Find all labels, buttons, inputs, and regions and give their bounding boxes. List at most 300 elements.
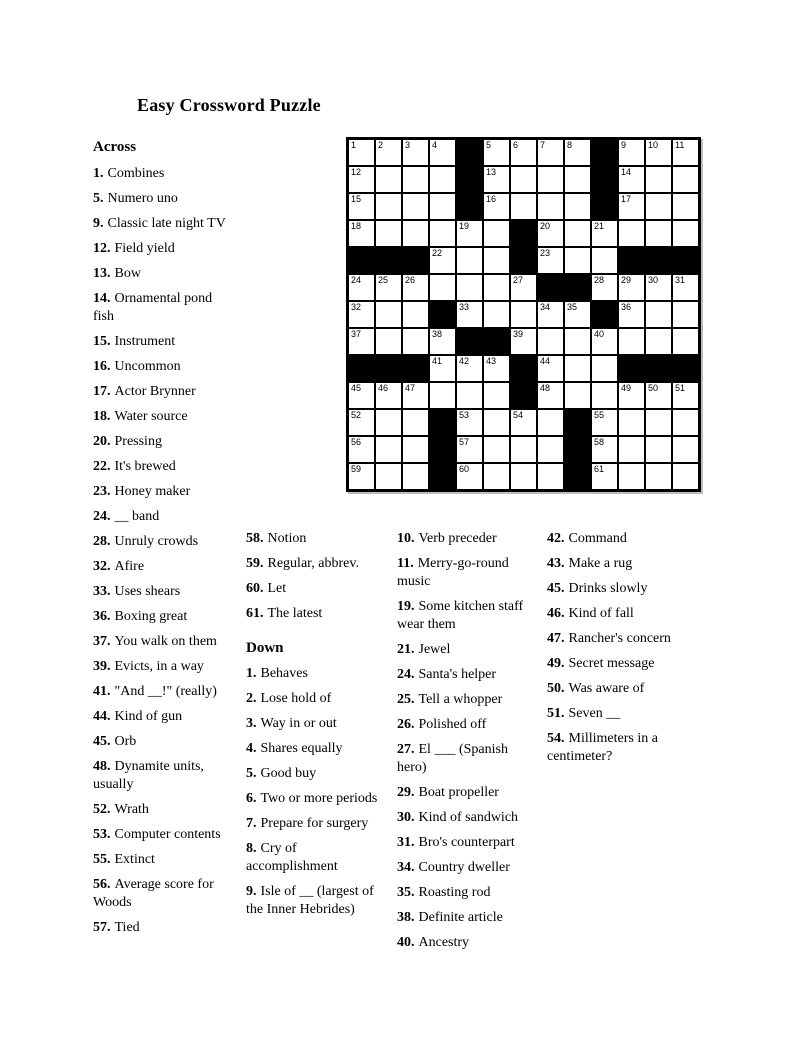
down-clue-item [397,784,539,802]
grid-cell[interactable] [564,139,591,166]
across-clue-item [93,683,235,701]
clue-text: Evicts, in a way [114,659,204,674]
down-clue-item [397,555,539,591]
grid-cell[interactable] [618,382,645,409]
grid-cell[interactable] [564,166,591,193]
across-clue-item [93,608,235,626]
clue-text: Some kitchen staff wear them [397,599,524,632]
grid-cell[interactable] [537,166,564,193]
down-clue-item [547,655,688,673]
clue-text: Classic late night TV [107,216,226,231]
grid-cell[interactable] [618,463,645,490]
clue-text: Isle of __ (largest of the Inner Hebrides) [246,884,374,917]
cell-number: 52 [351,410,362,420]
black-cell [429,436,456,463]
cell-number: 37 [351,329,362,339]
clue-number: 5. [246,766,257,781]
down-clue-item [246,840,383,876]
clue-number: 17. [93,384,111,399]
clue-number: 37. [93,634,111,649]
grid-cell[interactable] [564,247,591,274]
grid-cell[interactable] [429,247,456,274]
grid-cell[interactable] [645,409,672,436]
grid-cell[interactable] [402,139,429,166]
cell-number: 8 [567,140,573,150]
grid-cell[interactable] [564,328,591,355]
grid-cell[interactable] [402,274,429,301]
grid-cell[interactable] [483,436,510,463]
grid-cell[interactable] [402,382,429,409]
grid-cell[interactable] [645,301,672,328]
across-clue-item [246,555,383,573]
grid-cell[interactable] [483,382,510,409]
cell-number: 20 [540,221,551,231]
grid-cell[interactable] [537,220,564,247]
grid-cell[interactable] [645,382,672,409]
grid-cell[interactable] [402,301,429,328]
grid-cell[interactable] [618,220,645,247]
grid-cell[interactable] [456,409,483,436]
clue-number: 21. [397,642,415,657]
clue-text: Seven __ [568,706,621,721]
grid-cell[interactable] [483,193,510,220]
grid-cell[interactable] [456,355,483,382]
across-clue-item [93,583,235,601]
cell-number: 22 [432,248,443,258]
across-clue-item [93,558,235,576]
grid-cell[interactable] [348,463,375,490]
grid-cell[interactable] [483,301,510,328]
clue-text: El ___ (Spanish hero) [397,742,508,775]
grid-cell[interactable] [645,139,672,166]
crossword-grid [346,137,701,492]
grid-cell[interactable] [645,436,672,463]
down-clue-item [246,883,383,919]
across-clue-item [93,408,235,426]
cell-number: 59 [351,464,362,474]
clue-text: Wrath [114,802,149,817]
black-cell [537,274,564,301]
clues-column-3 [397,530,539,959]
cell-number: 31 [675,275,686,285]
grid-cell[interactable] [348,436,375,463]
grid-cell[interactable] [348,220,375,247]
grid-cell[interactable] [375,274,402,301]
grid-cell[interactable] [618,139,645,166]
grid-cell[interactable] [402,220,429,247]
grid-cell[interactable] [456,274,483,301]
grid-cell[interactable] [375,409,402,436]
clue-text: Kind of fall [568,606,634,621]
clue-number: 40. [397,935,415,950]
grid-cell[interactable] [618,409,645,436]
clue-text: Let [267,581,287,596]
grid-cell[interactable] [618,328,645,355]
clue-number: 18. [93,409,111,424]
across-clue-item [246,605,383,623]
grid-cell[interactable] [591,247,618,274]
grid-cell[interactable] [429,166,456,193]
clue-text: Cry of accomplishment [246,841,338,874]
grid-cell[interactable] [483,463,510,490]
grid-cell[interactable] [537,463,564,490]
grid-cell[interactable] [483,139,510,166]
clue-text: Country dweller [418,860,510,875]
grid-cell[interactable] [510,436,537,463]
grid-cell[interactable] [483,166,510,193]
clue-text: __ band [114,509,160,524]
grid-cell[interactable] [591,274,618,301]
across-clue-item [93,358,235,376]
clue-number: 31. [397,835,415,850]
clue-number: 28. [93,534,111,549]
grid-cell[interactable] [375,382,402,409]
grid-cell[interactable] [564,301,591,328]
clue-number: 12. [93,241,111,256]
clue-number: 46. [547,606,565,621]
black-cell [456,166,483,193]
clue-text: Field yield [114,241,175,256]
grid-cell[interactable] [348,166,375,193]
page-title: Easy Crossword Puzzle [137,95,321,115]
clue-text: Lose hold of [260,691,332,706]
grid-cell[interactable] [375,301,402,328]
grid-cell[interactable] [348,301,375,328]
clue-number: 8. [246,841,257,856]
clue-text: Notion [267,531,307,546]
grid-cell[interactable] [510,328,537,355]
cell-number: 57 [459,437,470,447]
grid-cell[interactable] [456,463,483,490]
grid-cell[interactable] [483,220,510,247]
cell-number: 1 [351,140,357,150]
across-clue-item [93,265,235,283]
black-cell [483,328,510,355]
grid-cell[interactable] [645,220,672,247]
clue-number: 57. [93,920,111,935]
cell-number: 18 [351,221,362,231]
across-heading: Across [93,139,137,155]
black-cell [672,355,699,382]
grid-cell[interactable] [348,409,375,436]
grid-cell[interactable] [645,463,672,490]
grid-cell[interactable] [564,382,591,409]
grid-cell[interactable] [483,355,510,382]
black-cell [591,301,618,328]
clue-text: Rancher's concern [568,631,671,646]
clue-number: 58. [246,531,264,546]
clue-text: Kind of sandwich [418,810,519,825]
across-clue-item [93,190,235,208]
clue-text: Average score for Woods [93,877,214,910]
grid-cell[interactable] [537,139,564,166]
grid-cell[interactable] [402,166,429,193]
grid-cell[interactable] [375,463,402,490]
clue-number: 25. [397,692,415,707]
cell-number: 19 [459,221,470,231]
grid-cell[interactable] [429,274,456,301]
cell-number: 56 [351,437,362,447]
down-clue-item [547,555,688,573]
clue-text: Millimeters in a centimeter? [547,731,658,764]
clue-text: Secret message [568,656,655,671]
clue-number: 23. [93,484,111,499]
clue-text: Afire [114,559,145,574]
cell-number: 47 [405,383,416,393]
clue-number: 29. [397,785,415,800]
grid-cell[interactable] [672,301,699,328]
grid-cell[interactable] [456,436,483,463]
cell-number: 27 [513,275,524,285]
clue-text: Computer contents [114,827,221,842]
clues-column-1 [93,165,235,944]
clue-text: Water source [114,409,188,424]
grid-cell[interactable] [564,193,591,220]
clue-text: Two or more periods [260,791,378,806]
grid-cell[interactable] [456,247,483,274]
down-clue-item [397,859,539,877]
grid-cell[interactable] [591,436,618,463]
black-cell [618,355,645,382]
grid-cell[interactable] [429,139,456,166]
cell-number: 38 [432,329,443,339]
grid-cell[interactable] [537,355,564,382]
grid-cell[interactable] [564,220,591,247]
grid-cell[interactable] [348,274,375,301]
clue-text: Instrument [114,334,176,349]
grid-cell[interactable] [672,328,699,355]
grid-cell[interactable] [591,382,618,409]
grid-cell[interactable] [456,301,483,328]
across-clue-item [93,708,235,726]
cell-number: 11 [675,140,685,150]
black-cell [510,382,537,409]
clue-text: Honey maker [114,484,191,499]
clue-number: 1. [93,166,104,181]
down-clue-item [246,715,383,733]
grid-cell[interactable] [510,274,537,301]
cell-number: 44 [540,356,551,366]
black-cell [456,193,483,220]
grid-cell[interactable] [483,409,510,436]
grid-cell[interactable] [591,220,618,247]
clue-number: 3. [246,716,257,731]
clue-number: 2. [246,691,257,706]
grid-cell[interactable] [591,409,618,436]
grid-cell[interactable] [591,463,618,490]
grid-cell[interactable] [402,436,429,463]
clue-number: 24. [397,667,415,682]
cell-number: 23 [540,248,551,258]
grid-cell[interactable] [537,193,564,220]
grid-cell[interactable] [645,166,672,193]
clue-text: Bow [114,266,141,281]
grid-cell[interactable] [402,409,429,436]
down-clue-item [547,630,688,648]
grid-cell[interactable] [672,409,699,436]
grid-cell[interactable] [456,382,483,409]
grid-cell[interactable] [429,382,456,409]
clue-number: 9. [93,216,104,231]
grid-cell[interactable] [537,328,564,355]
grid-cell[interactable] [618,301,645,328]
grid-cell[interactable] [537,301,564,328]
grid-cell[interactable] [510,301,537,328]
grid-cell[interactable] [645,274,672,301]
grid-cell[interactable] [375,166,402,193]
grid-cell[interactable] [375,193,402,220]
down-clue-item [246,765,383,783]
grid-cell[interactable] [348,139,375,166]
clue-text: Ornamental pond fish [93,291,213,324]
grid-cell[interactable] [537,436,564,463]
black-cell [429,463,456,490]
clue-number: 55. [93,852,111,867]
grid-cell[interactable] [537,247,564,274]
grid-cell[interactable] [618,274,645,301]
grid-cell[interactable] [645,328,672,355]
cell-number: 17 [621,194,632,204]
across-clue-item [93,533,235,551]
clue-text: Roasting rod [418,885,491,900]
grid-cell[interactable] [591,328,618,355]
down-clue-item [397,691,539,709]
across-clue-item [93,826,235,844]
across-clue-item [93,433,235,451]
grid-cell[interactable] [672,139,699,166]
cell-number: 12 [351,167,362,177]
across-clue-item [93,483,235,501]
cell-number: 9 [621,140,627,150]
down-clue-item [246,815,383,833]
grid-cell[interactable] [483,247,510,274]
clue-text: You walk on them [114,634,217,649]
grid-cell[interactable] [348,193,375,220]
grid-cell[interactable] [483,274,510,301]
clue-text: Pressing [114,434,162,449]
grid-cell[interactable] [510,463,537,490]
clue-number: 45. [547,581,565,596]
across-clue-item [246,530,383,548]
cell-number: 5 [486,140,492,150]
clue-text: Dynamite units, usually [93,759,204,792]
black-cell [618,247,645,274]
grid-cell[interactable] [375,139,402,166]
clue-text: "And __!" (really) [114,684,217,699]
grid-cell[interactable] [672,382,699,409]
clue-text: Make a rug [568,556,633,571]
grid-cell[interactable] [510,166,537,193]
clue-number: 56. [93,877,111,892]
cell-number: 39 [513,329,524,339]
clue-number: 16. [93,359,111,374]
clue-text: Verb preceder [418,531,497,546]
across-clue-item [93,851,235,869]
black-cell [375,355,402,382]
black-cell [591,193,618,220]
across-clue-item [93,333,235,351]
clue-number: 20. [93,434,111,449]
across-clue-item [93,758,235,794]
grid-cell[interactable] [429,328,456,355]
grid-cell[interactable] [510,139,537,166]
black-cell [564,274,591,301]
grid-cell[interactable] [537,409,564,436]
black-cell [645,355,672,382]
clue-number: 22. [93,459,111,474]
grid-cell[interactable] [348,328,375,355]
grid-cell[interactable] [591,355,618,382]
clue-text: Good buy [260,766,317,781]
grid-cell[interactable] [672,274,699,301]
clue-text: The latest [267,606,323,621]
cell-number: 46 [378,383,389,393]
clue-number: 35. [397,885,415,900]
cell-number: 26 [405,275,416,285]
grid-cell[interactable] [456,220,483,247]
clue-text: Polished off [418,717,487,732]
down-clue-item [397,909,539,927]
across-clue-item [93,733,235,751]
grid-cell[interactable] [672,436,699,463]
grid-cell[interactable] [375,220,402,247]
across-clue-item [93,801,235,819]
grid-cell[interactable] [429,193,456,220]
clue-text: Tied [114,920,140,935]
grid-cell[interactable] [672,463,699,490]
down-clue-item [246,690,383,708]
clue-number: 27. [397,742,415,757]
cell-number: 6 [513,140,519,150]
clue-number: 43. [547,556,565,571]
down-clue-item [397,884,539,902]
cell-number: 24 [351,275,362,285]
down-clue-item [547,730,688,766]
grid-cell[interactable] [618,436,645,463]
grid-cell[interactable] [564,355,591,382]
down-clue-item [547,605,688,623]
down-clue-item [246,665,383,683]
grid-cell[interactable] [402,193,429,220]
grid-cell[interactable] [429,220,456,247]
grid-cell[interactable] [672,220,699,247]
grid-cell[interactable] [618,166,645,193]
clue-number: 24. [93,509,111,524]
grid-cell[interactable] [618,193,645,220]
clue-number: 54. [547,731,565,746]
cell-number: 42 [459,356,470,366]
down-clue-item [397,834,539,852]
grid-cell[interactable] [402,328,429,355]
grid-cell[interactable] [672,193,699,220]
grid-cell[interactable] [672,166,699,193]
clue-number: 32. [93,559,111,574]
grid-cell[interactable] [510,193,537,220]
grid-cell[interactable] [537,382,564,409]
grid-cell[interactable] [429,355,456,382]
across-clue-item [93,919,235,937]
grid-cell[interactable] [375,436,402,463]
grid-cell[interactable] [645,193,672,220]
grid-cell[interactable] [375,328,402,355]
grid-cell[interactable] [510,409,537,436]
black-cell [456,139,483,166]
clue-text: Shares equally [260,741,343,756]
grid-cell[interactable] [402,463,429,490]
clue-number: 6. [246,791,257,806]
down-clue-item [397,809,539,827]
grid-cell[interactable] [348,382,375,409]
